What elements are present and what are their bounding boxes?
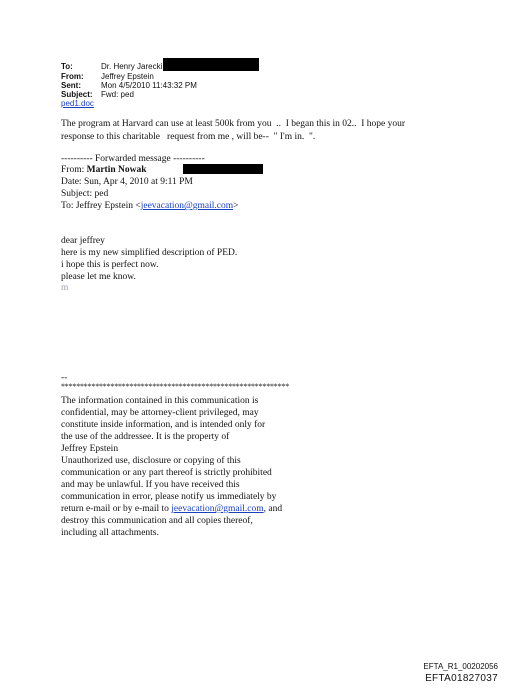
disclaimer-line-8: and may be unlawful. If you have received this <box>61 480 240 490</box>
forward-from-prefix: From: <box>61 165 87 175</box>
redaction-bar <box>163 58 259 71</box>
to-value: Dr. Henry Jarecki <box>101 62 163 71</box>
redaction-bar-2 <box>183 164 263 174</box>
disclaimer-line-11: destroy this communication and all copies thereof, <box>61 516 253 526</box>
body-line-2: response to this charitable request from me , will be-- " I'm in. ". <box>61 132 316 142</box>
forward-from-name: Martin Nowak <box>86 165 147 175</box>
forward-to-row <box>61 200 238 212</box>
message-line-2: i hope this is perfect now. <box>61 260 159 270</box>
disclaimer-line-3: constitute inside information, and is intended only for <box>61 420 266 430</box>
bates-stamp-efta: EFTA01827037 <box>425 673 498 684</box>
disclaimer-line-9: communication in error, please notify us immediately by <box>61 492 277 502</box>
forward-separator: ---------- Forwarded message ---------- <box>61 154 205 164</box>
subject-value: Fwd: ped <box>101 90 134 99</box>
subject-label: Subject: <box>61 90 93 99</box>
message-greeting: dear jeffrey <box>61 236 105 246</box>
disclaimer-line-12: including all attachments. <box>61 528 159 538</box>
forward-to-suffix: > <box>233 201 239 211</box>
forward-from-row <box>61 164 147 176</box>
disclaimer-email-link[interactable]: jeevacation@gmail.com <box>171 504 264 514</box>
message-signature: m <box>61 283 69 293</box>
forward-to-prefix: To: Jeffrey Epstein < <box>61 201 141 211</box>
forward-date: Date: Sun, Apr 4, 2010 at 9:11 PM <box>61 177 193 187</box>
body-line-1: The program at Harvard can use at least 500k from you .. I began this in 02.. I hope your <box>61 119 406 129</box>
disclaimer-line-10 <box>61 503 282 515</box>
bates-stamp-r1: EFTA_R1_00202056 <box>423 662 498 671</box>
disclaimer-line-4: the use of the addressee. It is the property of <box>61 432 230 442</box>
to-row <box>61 62 162 72</box>
to-label: To: <box>61 62 73 71</box>
from-label: From: <box>61 72 84 81</box>
forward-subject: Subject: ped <box>61 189 109 199</box>
disclaimer-line-1: The information contained in this communication is <box>61 396 259 406</box>
sent-value: Mon 4/5/2010 11:43:32 PM <box>101 81 197 90</box>
forward-to-email-link[interactable]: jeevacation@gmail.com <box>140 201 234 211</box>
disclaimer-line-6: Unauthorized use, disclosure or copying of this <box>61 456 241 466</box>
from-value: Jeffrey Epstein <box>101 72 154 81</box>
disclaimer-line-2: confidential, may be attorney-client privileged, may <box>61 408 259 418</box>
disclaimer-line-5: Jeffrey Epstein <box>61 444 119 454</box>
disclaimer-line-10-prefix: return e-mail or by e-mail to <box>61 504 172 514</box>
sent-label: Sent: <box>61 81 81 90</box>
attachment-link[interactable]: ped1.doc <box>61 99 94 108</box>
disclaimer-line-10-suffix: , and <box>263 504 283 514</box>
message-line-1: here is my new simplified description of PED. <box>61 248 238 258</box>
disclaimer-line-7: communication or any part thereof is strictly prohibited <box>61 468 272 478</box>
footer-dashes: -- <box>61 373 68 383</box>
footer-stars: ************************************************************ <box>61 382 290 391</box>
message-line-3: please let me know. <box>61 272 136 282</box>
